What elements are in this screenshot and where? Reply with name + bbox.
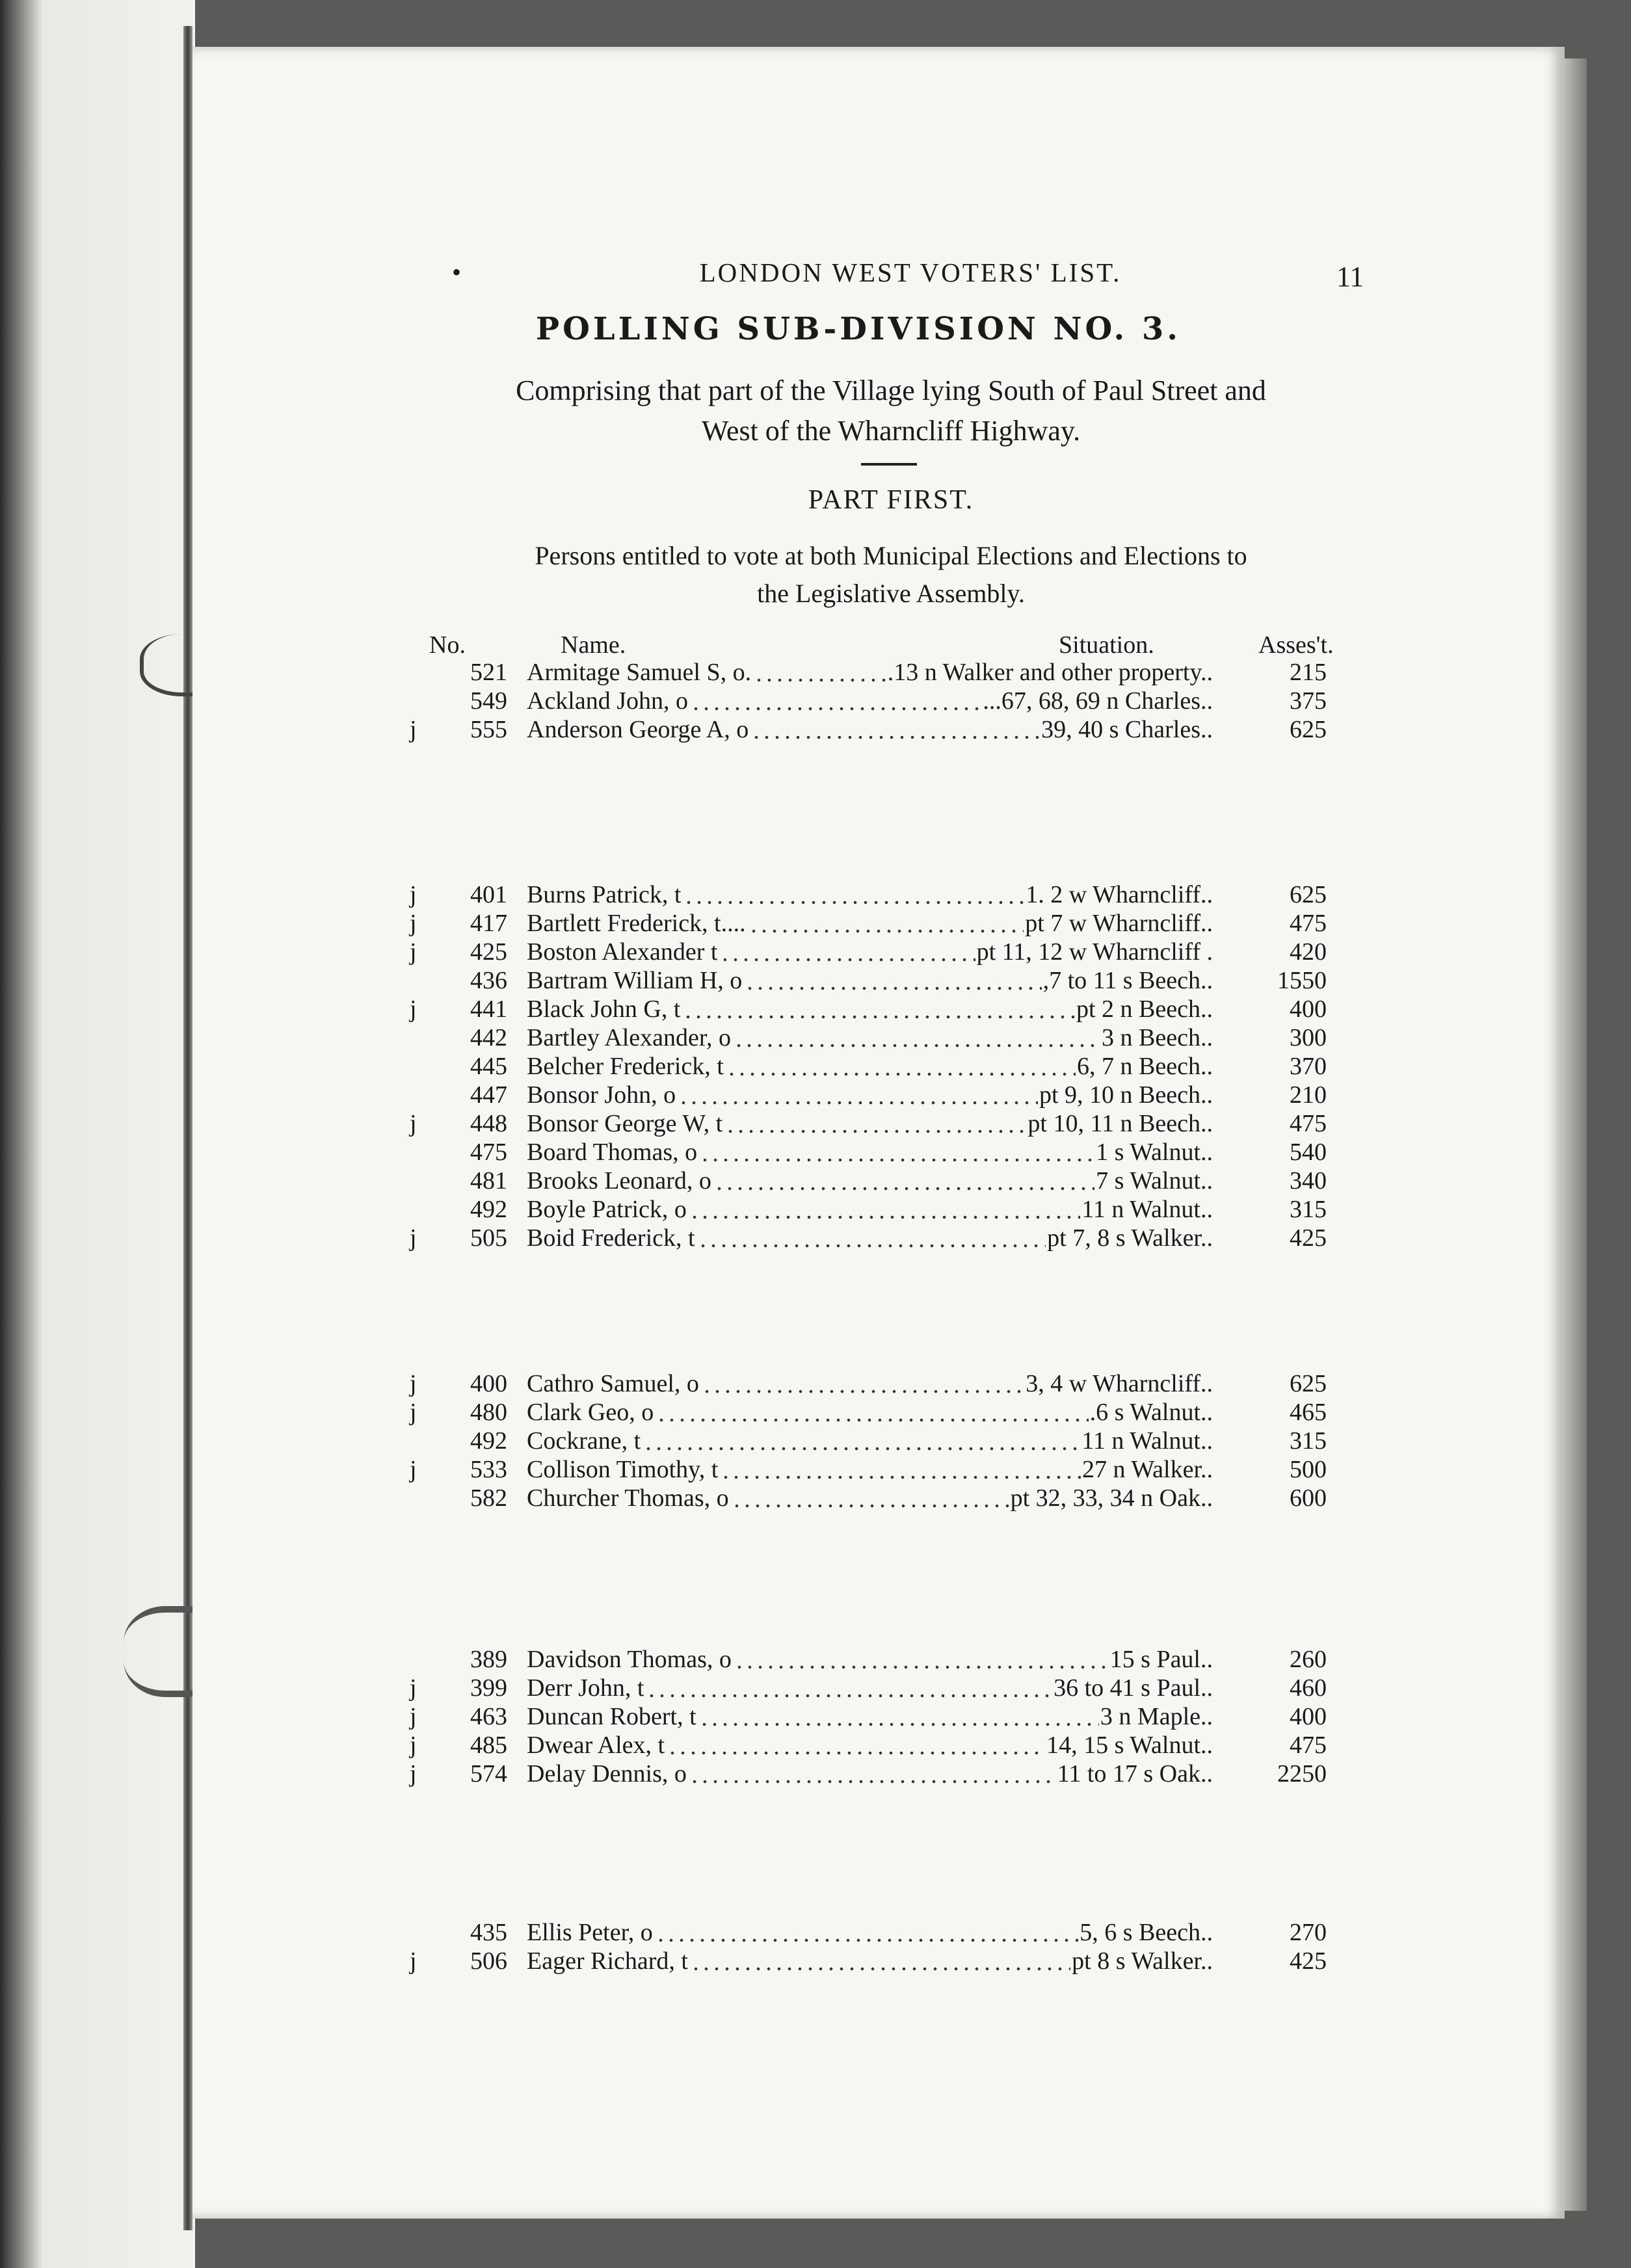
voter-situation: pt 32, 33, 34 n Oak.. (1010, 1484, 1213, 1512)
voter-row (390, 1369, 1379, 1398)
voter-name: Collison Timothy, t (527, 1456, 719, 1483)
voter-entry-line (527, 1369, 1213, 1398)
assessment-value: 465 (1290, 1399, 1327, 1426)
voter-number: 447 (470, 1081, 507, 1109)
voter-row (390, 1760, 1379, 1788)
voter-number: 442 (470, 1024, 507, 1051)
scan-background (0, 0, 195, 2268)
juror-mark: j (410, 1456, 417, 1483)
dot-leader (691, 687, 981, 715)
assessment-value: 300 (1290, 1024, 1327, 1051)
assessment-value: 625 (1290, 881, 1327, 908)
voter-entry-line (527, 1109, 1213, 1138)
voter-name: Cathro Samuel, o (527, 1370, 699, 1397)
assessment-value: 475 (1290, 1732, 1327, 1759)
assessment-value: 375 (1290, 687, 1327, 715)
voter-row (390, 938, 1379, 966)
voter-row (390, 1023, 1379, 1052)
voter-row (390, 880, 1379, 909)
juror-mark: j (410, 1703, 417, 1730)
voter-row (390, 1674, 1379, 1702)
assessment-value: 315 (1290, 1427, 1327, 1455)
voter-number: 475 (470, 1139, 507, 1166)
assessment-value: 270 (1290, 1919, 1327, 1946)
section-subtitle (410, 371, 1372, 451)
voter-row (390, 1052, 1379, 1081)
voter-entry-line (527, 1731, 1213, 1760)
dot-leader (751, 715, 1040, 744)
voter-entry-line (527, 938, 1213, 966)
voter-number: 574 (470, 1760, 507, 1787)
voter-entry-line (527, 880, 1213, 909)
voter-situation: 5, 6 s Beech.. (1080, 1919, 1213, 1946)
voter-name: Belcher Frederick, t (527, 1053, 724, 1080)
page-edge (1565, 59, 1587, 2211)
assessment-value: 210 (1290, 1081, 1327, 1109)
dot-leader (691, 1947, 1070, 1975)
voter-number: 463 (470, 1703, 507, 1730)
assessment-value: 425 (1290, 1224, 1327, 1252)
voter-situation: 6, 7 n Beech.. (1077, 1053, 1213, 1080)
voter-row (390, 1081, 1379, 1109)
voter-entry-line (527, 1398, 1213, 1427)
dot-leader (732, 1484, 1009, 1512)
voter-row (390, 1947, 1379, 1975)
assessment-value: 400 (1290, 996, 1327, 1023)
voter-row (390, 1167, 1379, 1195)
voter-group-c (390, 1369, 1379, 1512)
dot-leader (683, 995, 1075, 1023)
column-header-situation: Situation. (1059, 631, 1154, 659)
juror-mark: j (410, 1224, 417, 1252)
voter-entry-line (527, 1674, 1213, 1702)
assessment-value: 425 (1290, 1947, 1327, 1975)
voter-situation: .13 n Walker and other property.. (887, 659, 1213, 686)
assessment-value: 475 (1290, 910, 1327, 937)
voter-number: 506 (470, 1947, 507, 1975)
assessment-value: 400 (1290, 1703, 1327, 1730)
assessment-value: 500 (1290, 1456, 1327, 1483)
juror-mark: j (410, 1760, 417, 1787)
voter-situation: 11 n Walnut.. (1081, 1196, 1213, 1223)
assessment-value: 460 (1290, 1674, 1327, 1702)
voter-entry-line (527, 715, 1213, 744)
voter-name: Boyle Patrick, o (527, 1196, 687, 1223)
voter-number: 436 (470, 967, 507, 994)
juror-mark: j (410, 1399, 417, 1426)
voter-situation: ...67, 68, 69 n Charles.. (983, 687, 1213, 715)
assessment-value: 475 (1290, 1110, 1327, 1137)
voter-situation: 7 s Walnut.. (1096, 1167, 1213, 1194)
voter-row (390, 1702, 1379, 1731)
voter-group-a (390, 658, 1379, 744)
voter-name: Derr John, t (527, 1674, 644, 1702)
voter-number: 549 (470, 687, 507, 715)
voter-row (390, 1731, 1379, 1760)
juror-mark: j (410, 716, 417, 743)
voter-row (390, 1224, 1379, 1252)
voter-entry-line (527, 1195, 1213, 1224)
voter-row (390, 909, 1379, 938)
assessment-value: 600 (1290, 1484, 1327, 1512)
voter-situation: pt 10, 11 n Beech.. (1028, 1110, 1213, 1137)
dot-leader (725, 1109, 1026, 1138)
voter-entry-line (527, 1167, 1213, 1195)
dot-leader (667, 1731, 1045, 1760)
voter-situation: 3 n Maple.. (1100, 1703, 1213, 1730)
voter-number: 480 (470, 1399, 507, 1426)
voter-number: 492 (470, 1427, 507, 1455)
dot-leader (734, 1023, 1100, 1052)
voter-row (390, 1645, 1379, 1674)
juror-mark: j (410, 910, 417, 937)
voter-number: 521 (470, 659, 507, 686)
voter-row (390, 1138, 1379, 1167)
voter-number: 399 (470, 1674, 507, 1702)
voter-name: Burns Patrick, t (527, 881, 682, 908)
voter-name: Eager Richard, t (527, 1947, 688, 1975)
voter-entry-line (527, 1052, 1213, 1081)
dot-leader (689, 1760, 1056, 1788)
voter-number: 435 (470, 1919, 507, 1946)
voter-number: 492 (470, 1196, 507, 1223)
juror-mark: j (410, 996, 417, 1023)
voter-name: Duncan Robert, t (527, 1703, 696, 1730)
voter-row (390, 1455, 1379, 1484)
voter-entry-line (527, 687, 1213, 715)
dot-leader (698, 1224, 1046, 1252)
voter-row (390, 1195, 1379, 1224)
assessment-value: 260 (1290, 1646, 1327, 1673)
dot-leader (643, 1427, 1080, 1455)
assessment-value: 370 (1290, 1053, 1327, 1080)
voter-entry-line (527, 1760, 1213, 1788)
dot-leader (726, 1052, 1076, 1081)
voter-name: Cockrane, t (527, 1427, 641, 1455)
voter-name: Board Thomas, o (527, 1139, 698, 1166)
voter-row (390, 687, 1379, 715)
voter-entry-line (527, 1947, 1213, 1975)
column-header-no: No. (429, 631, 466, 659)
voter-situation: 1. 2 w Wharncliff.. (1026, 881, 1213, 908)
voter-row (390, 658, 1379, 687)
part-description (410, 537, 1372, 613)
voter-entry-line (527, 1645, 1213, 1674)
juror-mark: j (410, 1674, 417, 1702)
running-head: LONDON WEST VOTERS' LIST. (699, 257, 1122, 287)
voter-name: Davidson Thomas, o (527, 1646, 732, 1673)
voter-row (390, 995, 1379, 1023)
voter-number: 555 (470, 716, 507, 743)
assessment-value: 540 (1290, 1139, 1327, 1166)
voter-number: 533 (470, 1456, 507, 1483)
voter-name: Bonsor George W, t (527, 1110, 723, 1137)
dot-leader (683, 880, 1024, 909)
dot-leader (678, 1081, 1038, 1109)
voter-situation: 11 to 17 s Oak.. (1057, 1760, 1213, 1787)
voter-name: Bartlett Frederick, t.... (527, 910, 746, 937)
book-binding (183, 26, 192, 2230)
voter-situation: .6 s Walnut.. (1089, 1399, 1213, 1426)
voter-situation: 11 n Walnut.. (1081, 1427, 1213, 1455)
part-description-line: Persons entitled to vote at both Municipal Elections and Elections to (535, 541, 1247, 570)
voter-entry-line (527, 658, 1213, 687)
voter-row (390, 715, 1379, 744)
voter-row (390, 1109, 1379, 1138)
voter-entry-line (527, 909, 1213, 938)
voter-row (390, 1398, 1379, 1427)
voter-name: Bonsor John, o (527, 1081, 676, 1109)
assessment-value: 625 (1290, 1370, 1327, 1397)
dot-leader (699, 1702, 1099, 1731)
voter-name: Ellis Peter, o (527, 1919, 653, 1946)
assessment-value: 315 (1290, 1196, 1327, 1223)
voter-name: Dwear Alex, t (527, 1732, 665, 1759)
dot-leader (714, 1167, 1094, 1195)
voter-entry-line (527, 1023, 1213, 1052)
voter-name: Bartram William H, o (527, 967, 743, 994)
juror-mark: j (410, 1947, 417, 1975)
voter-number: 485 (470, 1732, 507, 1759)
juror-mark: j (410, 1110, 417, 1137)
voter-situation: pt 8 s Walker.. (1072, 1947, 1213, 1975)
voter-situation: 36 to 41 s Paul.. (1054, 1674, 1213, 1702)
voter-group-d (390, 1645, 1379, 1788)
voter-situation: ,7 to 11 s Beech.. (1042, 967, 1213, 994)
voter-row (390, 1484, 1379, 1512)
voter-situation: 27 n Walker.. (1082, 1456, 1213, 1483)
voter-name: Clark Geo, o (527, 1399, 654, 1426)
assessment-value: 1550 (1277, 967, 1327, 994)
voter-situation: pt 11, 12 w Wharncliff . (976, 938, 1213, 966)
page-number: 11 (1336, 261, 1364, 293)
voter-entry-line (527, 1702, 1213, 1731)
voter-entry-line (527, 1484, 1213, 1512)
voter-number: 505 (470, 1224, 507, 1252)
voter-number: 481 (470, 1167, 507, 1194)
dot-leader (734, 1645, 1109, 1674)
subtitle-line: West of the Wharncliff Highway. (701, 415, 1081, 447)
voter-name: Anderson George A, o (527, 716, 749, 743)
dot-leader (646, 1674, 1052, 1702)
voter-row (390, 966, 1379, 995)
voter-name: Ackland John, o (527, 687, 689, 715)
voter-entry-line (527, 995, 1213, 1023)
voter-number: 425 (470, 938, 507, 966)
column-header-assessment: Asses't. (1258, 631, 1334, 659)
dot-leader (689, 1195, 1080, 1224)
voter-number: 401 (470, 881, 507, 908)
assessment-value: 625 (1290, 716, 1327, 743)
dot-leader (720, 938, 975, 966)
voter-entry-line (527, 1224, 1213, 1252)
voter-entry-line (527, 1138, 1213, 1167)
juror-mark: j (410, 1732, 417, 1759)
voter-number: 389 (470, 1646, 507, 1673)
voter-name: Brooks Leonard, o (527, 1167, 711, 1194)
voter-number: 441 (470, 996, 507, 1023)
part-heading: PART FIRST. (808, 485, 974, 515)
dot-leader (754, 658, 886, 687)
part-description-line: the Legislative Assembly. (757, 579, 1025, 608)
voter-number: 448 (470, 1110, 507, 1137)
dot-leader (702, 1369, 1024, 1398)
column-header-name: Name. (561, 631, 626, 659)
dot-leader (656, 1918, 1079, 1947)
assessment-value: 215 (1290, 659, 1327, 686)
voter-entry-line (527, 1455, 1213, 1484)
voter-name: Armitage Samuel S, o. (527, 659, 752, 686)
voter-name: Boid Frederick, t (527, 1224, 695, 1252)
voter-number: 417 (470, 910, 507, 937)
voter-row (390, 1918, 1379, 1947)
voter-entry-line (527, 1918, 1213, 1947)
voter-name: Delay Dennis, o (527, 1760, 687, 1787)
voter-situation: pt 2 n Beech.. (1076, 996, 1213, 1023)
subtitle-line: Comprising that part of the Village lying South of Paul Street and (516, 375, 1266, 406)
voter-situation: 14, 15 s Walnut.. (1046, 1732, 1213, 1759)
voter-name: Boston Alexander t (527, 938, 718, 966)
assessment-value: 2250 (1277, 1760, 1327, 1787)
section-title: POLLING SUB-DIVISION NO. 3. (535, 311, 1182, 347)
voter-number: 582 (470, 1484, 507, 1512)
voter-situation: 39, 40 s Charles.. (1041, 716, 1213, 743)
dot-leader (721, 1455, 1081, 1484)
divider-rule (861, 463, 917, 466)
juror-mark: j (410, 1370, 417, 1397)
voter-situation: 3, 4 w Wharncliff.. (1026, 1370, 1213, 1397)
voter-entry-line (527, 966, 1213, 995)
dot-leader (700, 1138, 1094, 1167)
voter-number: 445 (470, 1053, 507, 1080)
juror-mark: j (410, 938, 417, 966)
voter-situation: pt 7, 8 s Walker.. (1047, 1224, 1213, 1252)
voter-entry-line (527, 1081, 1213, 1109)
voter-situation: pt 7 w Wharncliff.. (1025, 910, 1213, 937)
voter-situation: 1 s Walnut.. (1096, 1139, 1213, 1166)
ink-speck: • (452, 257, 462, 287)
voter-name: Bartley Alexander, o (527, 1024, 731, 1051)
voter-row (390, 1427, 1379, 1455)
voter-situation: 15 s Paul.. (1109, 1646, 1213, 1673)
assessment-value: 340 (1290, 1167, 1327, 1194)
voter-situation: pt 9, 10 n Beech.. (1039, 1081, 1213, 1109)
dot-leader (745, 966, 1041, 995)
voter-number: 400 (470, 1370, 507, 1397)
voter-group-b (390, 880, 1379, 1252)
voter-name: Churcher Thomas, o (527, 1484, 729, 1512)
voter-name: Black John G, t (527, 996, 681, 1023)
dot-leader (749, 909, 1024, 938)
voter-group-e (390, 1918, 1379, 1975)
voter-entry-line (527, 1427, 1213, 1455)
assessment-value: 420 (1290, 938, 1327, 966)
dot-leader (656, 1398, 1088, 1427)
juror-mark: j (410, 881, 417, 908)
voter-situation: 3 n Beech.. (1102, 1024, 1213, 1051)
